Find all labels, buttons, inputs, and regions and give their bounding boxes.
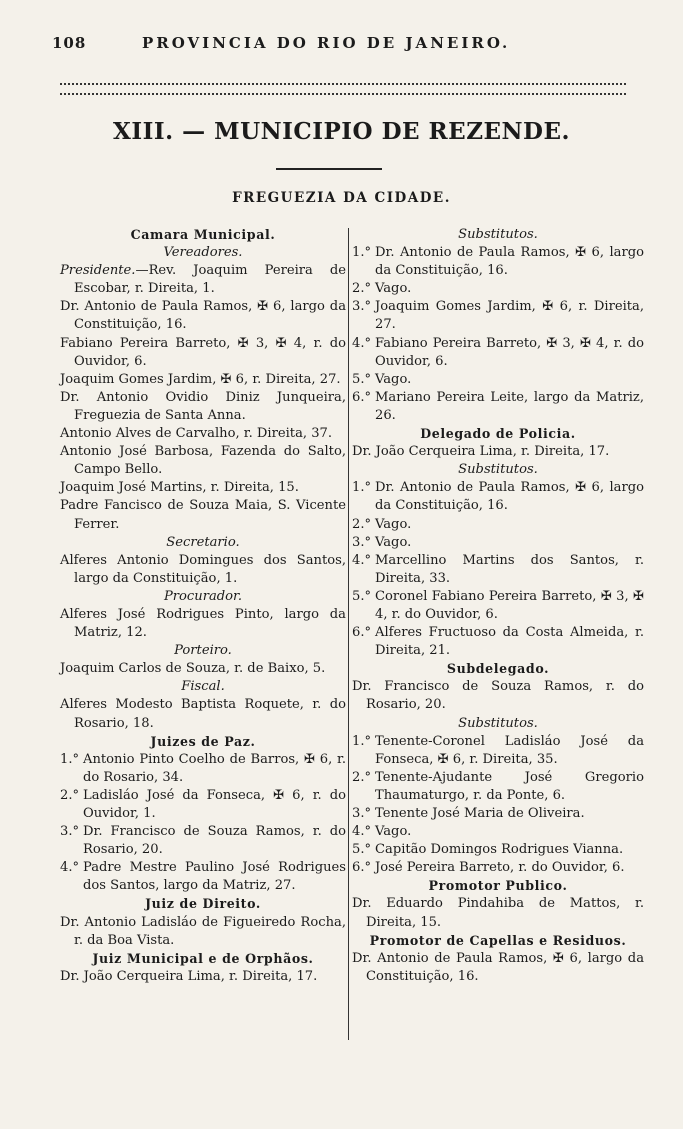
item-number: 3.° bbox=[352, 806, 372, 821]
item-text: Ladisláo José da Fonseca, ✠ 6, r. do Ouvidor, 1. bbox=[83, 787, 346, 821]
item-text: Vago. bbox=[375, 281, 412, 297]
item-number: 3.° bbox=[60, 824, 80, 840]
item-number: 1.° bbox=[60, 751, 80, 767]
section-heading-juiz-municipal: Juiz Municipal e de Orphãos. bbox=[92, 950, 314, 966]
item-number: 2.° bbox=[352, 281, 372, 297]
subheading-porteiro: Porteiro. bbox=[174, 643, 232, 659]
section-heading-camara: Camara Municipal. bbox=[130, 227, 276, 242]
section-heading-juizes: Juizes de Paz. bbox=[150, 733, 256, 749]
juiz-municipal-entry: Dr. João Cerqueira Lima, r. Direita, 17. bbox=[60, 968, 318, 984]
item-text: Vago. bbox=[375, 516, 412, 532]
item-number: 1.° bbox=[352, 733, 372, 749]
item-number: 2.° bbox=[60, 787, 80, 803]
section-heading-capellas: Promotor de Capellas e Residuos. bbox=[369, 932, 627, 948]
left-column bbox=[60, 226, 346, 986]
item-number: 5.° bbox=[352, 842, 372, 858]
item-number: 4.° bbox=[352, 824, 372, 840]
running-header bbox=[52, 34, 632, 56]
list-item bbox=[352, 769, 644, 805]
item-text: Vago. bbox=[375, 824, 412, 840]
promotor-entry: Dr. Eduardo Pindahiba de Mattos, r. Direita, 15. bbox=[352, 896, 644, 930]
item-text: Capitão Domingos Rodrigues Vianna. bbox=[375, 842, 624, 858]
running-title: PROVINCIA DO RIO DE JANEIRO. bbox=[142, 34, 511, 52]
list-item bbox=[60, 751, 346, 787]
list-item bbox=[60, 823, 346, 859]
subheading-procurador: Procurador. bbox=[163, 588, 243, 604]
subdelegado-entry: Dr. Francisco de Souza Ramos, r. do Rosario, 20. bbox=[352, 679, 644, 713]
list-item bbox=[352, 389, 644, 425]
column-divider bbox=[348, 228, 349, 1040]
right-column bbox=[352, 226, 644, 986]
item-number: 2.° bbox=[352, 769, 372, 785]
item-number: 4.° bbox=[352, 552, 372, 568]
delegado-entry: Dr. João Cerqueira Lima, r. Direita, 17. bbox=[352, 444, 610, 460]
porteiro-entry: Joaquim Carlos de Souza, r. de Baixo, 5. bbox=[60, 661, 326, 677]
list-item bbox=[352, 859, 644, 877]
chapter-title: XIII. — MUNICIPIO DE REZENDE. bbox=[112, 118, 571, 145]
page-number: 108 bbox=[52, 34, 87, 52]
list-item bbox=[352, 805, 644, 823]
list-item bbox=[352, 733, 644, 769]
list-item bbox=[352, 371, 644, 389]
item-number: 3.° bbox=[352, 299, 372, 315]
list-item: Joaquim José Martins, r. Direita, 15. bbox=[60, 480, 299, 496]
item-text: Tenente-Ajudante José Gregorio Thaumaturgo, r. da Ponte, 6. bbox=[375, 769, 644, 803]
item-number: 1.° bbox=[352, 480, 372, 496]
item-text: Antonio Pinto Coelho de Barros, ✠ 6, r. do Rosario, 34. bbox=[83, 751, 346, 785]
list-item bbox=[352, 516, 644, 534]
list-item bbox=[352, 588, 644, 624]
item-text: Padre Mestre Paulino José Rodrigues dos Santos, largo da Matriz, 27. bbox=[83, 860, 346, 894]
ornamental-rule bbox=[60, 83, 626, 95]
procurador-entry: Alferes José Rodrigues Pinto, largo da Matriz, 12. bbox=[60, 606, 346, 641]
item-number: 4.° bbox=[352, 335, 372, 351]
list-item bbox=[60, 787, 346, 823]
item-text: Dr. Antonio de Paula Ramos, ✠ 6, largo da Constituição, 16. bbox=[375, 480, 644, 514]
list-item bbox=[352, 335, 644, 371]
list-item bbox=[352, 823, 644, 841]
item-number: 6.° bbox=[352, 860, 372, 876]
list-item bbox=[352, 841, 644, 859]
secretario-entry: Alferes Antonio Domingues dos Santos, largo da Constituição, 1. bbox=[60, 552, 346, 586]
capellas-entry: Dr. Antonio de Paula Ramos, ✠ 6, largo da Constituição, 16. bbox=[352, 950, 644, 984]
fiscal-entry: Alferes Modesto Baptista Roquete, r. do Rosario, 18. bbox=[60, 697, 346, 731]
list-item: Dr. Antonio Ovidio Diniz Junqueira, Freguezia de Santa Anna. bbox=[60, 389, 346, 423]
list-item bbox=[352, 552, 644, 588]
section-heading-juiz-direito: Juiz de Direito. bbox=[145, 896, 261, 912]
list-item bbox=[352, 244, 644, 280]
section-heading-delegado: Delegado de Policia. bbox=[420, 426, 576, 442]
item-text: José Pereira Barreto, r. do Ouvidor, 6. bbox=[375, 860, 625, 876]
item-text: Mariano Pereira Leite, largo da Matriz, 26. bbox=[375, 389, 644, 423]
section-heading-subdelegado: Subdelegado. bbox=[446, 661, 550, 677]
item-text: Tenente-Coronel Ladisláo José da Fonseca, ✠ 6, r. Direita, 35. bbox=[375, 733, 644, 767]
presidente-entry bbox=[60, 262, 346, 298]
item-text: Coronel Fabiano Pereira Barreto, ✠ 3, ✠ 4, r. do Ouvidor, 6. bbox=[375, 588, 644, 622]
title-rule bbox=[276, 168, 382, 170]
list-item: Antonio Alves de Carvalho, r. Direita, 37. bbox=[60, 426, 333, 442]
list-item: Fabiano Pereira Barreto, ✠ 3, ✠ 4, r. do Ouvidor, 6. bbox=[60, 335, 346, 369]
item-text: Dr. Antonio de Paula Ramos, ✠ 6, largo da Constituição, 16. bbox=[375, 245, 644, 279]
item-text: Joaquim Gomes Jardim, ✠ 6, r. Direita, 27. bbox=[375, 299, 644, 333]
list-item bbox=[60, 859, 346, 895]
item-text: Dr. Francisco de Souza Ramos, r. do Rosario, 20. bbox=[83, 824, 346, 858]
parish-title: FREGUEZIA DA CIDADE. bbox=[232, 190, 451, 206]
item-number: 5.° bbox=[352, 371, 372, 387]
subheading-secretario: Secretario. bbox=[166, 534, 240, 550]
subheading-substitutos-subdelegado: Substitutos. bbox=[458, 715, 538, 731]
list-item: Dr. Antonio de Paula Ramos, ✠ 6, largo da Constituição, 16. bbox=[60, 299, 346, 333]
list-item bbox=[352, 479, 644, 515]
list-item: Joaquim Gomes Jardim, ✠ 6, r. Direita, 27. bbox=[60, 371, 341, 387]
presidente-label: Presidente. bbox=[60, 263, 136, 279]
item-text: Alferes Fructuoso da Costa Almeida, r. Direita, 21. bbox=[375, 625, 644, 659]
item-text: Tenente José Maria de Oliveira. bbox=[375, 806, 585, 821]
item-number: 3.° bbox=[352, 534, 372, 550]
item-number: 6.° bbox=[352, 625, 372, 641]
subheading-vereadores: Vereadores. bbox=[163, 245, 243, 261]
juiz-direito-entry: Dr. Antonio Ladisláo de Figueiredo Rocha, r. da Boa Vista. bbox=[60, 914, 346, 948]
item-number: 2.° bbox=[352, 516, 372, 532]
subheading-substitutos-camara: Substitutos. bbox=[458, 227, 538, 242]
presidente-text: —Rev. Joaquim Pereira de Escobar, r. Direita, 1. bbox=[74, 263, 346, 297]
item-number: 4.° bbox=[60, 860, 80, 876]
item-text: Vago. bbox=[375, 371, 412, 387]
list-item bbox=[352, 534, 644, 552]
list-item bbox=[352, 624, 644, 660]
item-text: Marcellino Martins dos Santos, r. Direita, 33. bbox=[375, 552, 644, 586]
item-text: Vago. bbox=[375, 534, 412, 550]
list-item: Antonio José Barbosa, Fazenda do Salto, Campo Bello. bbox=[60, 444, 346, 478]
section-heading-promotor: Promotor Publico. bbox=[428, 878, 568, 894]
item-number: 5.° bbox=[352, 588, 372, 604]
subheading-substitutos-delegado: Substitutos. bbox=[458, 462, 538, 478]
list-item: Padre Fancisco de Souza Maia, S. Vicente Ferrer. bbox=[60, 498, 346, 532]
subheading-fiscal: Fiscal. bbox=[181, 679, 225, 695]
item-number: 6.° bbox=[352, 389, 372, 405]
list-item bbox=[352, 298, 644, 334]
item-text: Fabiano Pereira Barreto, ✠ 3, ✠ 4, r. do Ouvidor, 6. bbox=[375, 335, 644, 369]
item-number: 1.° bbox=[352, 245, 372, 261]
list-item bbox=[352, 280, 644, 298]
